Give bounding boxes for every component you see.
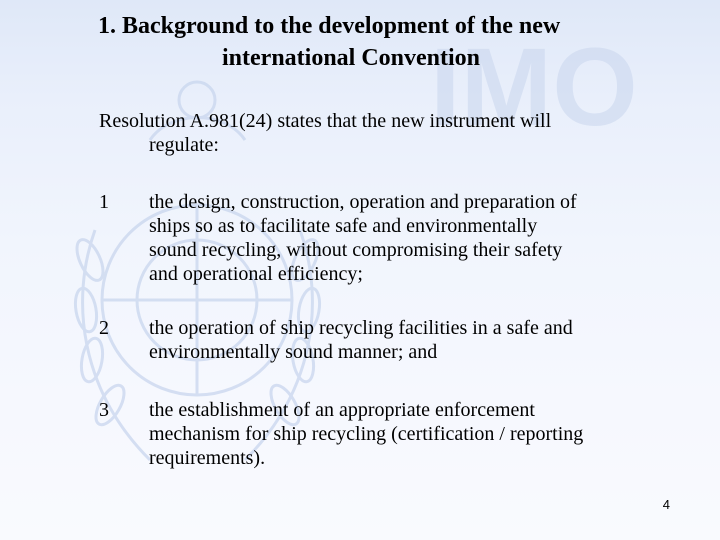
list-item-1 xyxy=(99,190,689,286)
list-item-3 xyxy=(99,398,689,470)
list-item-line: the establishment of an appropriate enforcement xyxy=(149,399,535,421)
title-line-2: international Convention xyxy=(222,45,481,71)
list-item-number: 2 xyxy=(99,317,109,339)
intro-line-2: regulate: xyxy=(149,134,219,156)
list-item-line: mechanism for ship recycling (certification / reporting xyxy=(149,423,584,445)
list-item-2 xyxy=(99,316,689,364)
intro-line-1: Resolution A.981(24) states that the new instrument will xyxy=(99,110,552,132)
list-item-line: ships so as to facilitate safe and environmentally xyxy=(149,215,538,237)
list-item-text xyxy=(149,190,689,286)
intro-paragraph xyxy=(99,109,679,157)
list-item-text xyxy=(149,398,689,470)
list-item-number: 1 xyxy=(99,191,109,213)
list-item-line: requirements). xyxy=(149,447,266,469)
list-item-line: the operation of ship recycling facilities in a safe and xyxy=(149,317,573,339)
list-item-number: 3 xyxy=(99,399,109,421)
list-item-text xyxy=(149,316,689,364)
title-line-1: 1. Background to the development of the new xyxy=(98,13,561,39)
list-item-line: and operational efficiency; xyxy=(149,263,363,285)
list-item-line: environmentally sound manner; and xyxy=(149,341,438,363)
list-item-line: the design, construction, operation and preparation of xyxy=(149,191,577,213)
watermark-text: IMO xyxy=(430,26,638,149)
page-number: 4 xyxy=(662,497,670,512)
slide-title xyxy=(40,10,680,74)
list-item-line: sound recycling, without compromising their safety xyxy=(149,239,563,261)
